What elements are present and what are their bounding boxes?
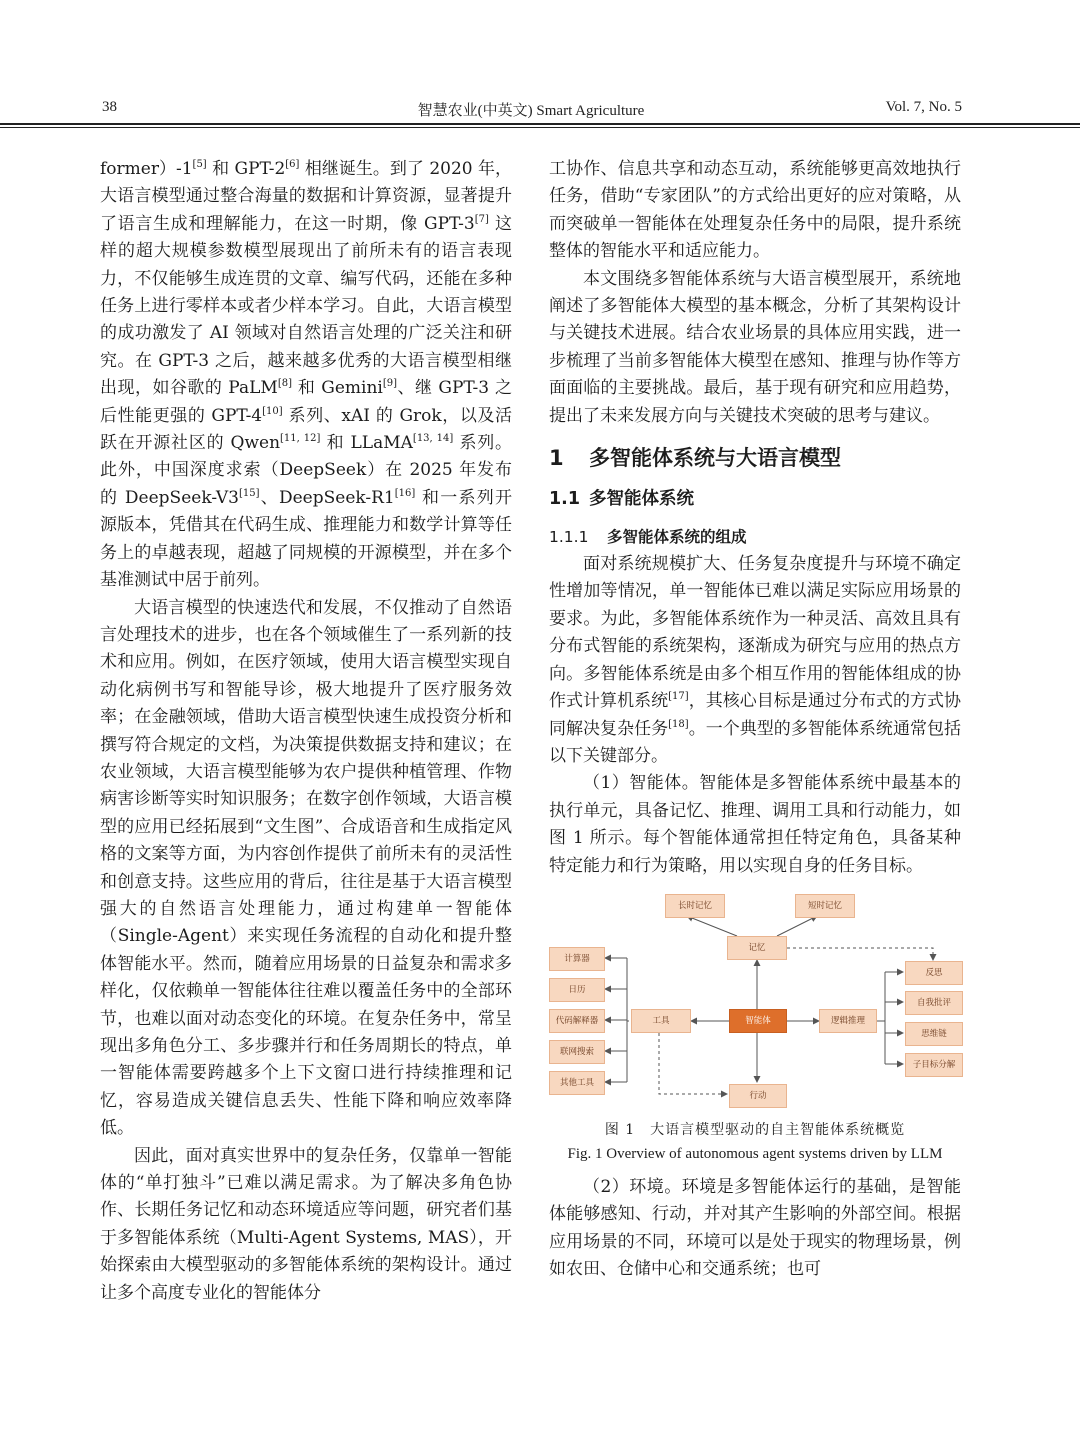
- subsection-heading: 1.1 多智能体系统: [549, 489, 694, 510]
- citation: [11, 12]: [280, 433, 321, 445]
- running-header: [100, 99, 962, 121]
- diagram-arrows: [547, 892, 965, 1112]
- citation: [16]: [394, 487, 416, 499]
- tools-box: 工具: [631, 1009, 691, 1033]
- citation: [15]: [238, 487, 260, 499]
- agent-box: 智能体: [729, 1009, 787, 1033]
- journal-title: 智慧农业(中英文) Smart Agriculture: [417, 103, 645, 119]
- reflection-box: 反思: [905, 961, 963, 985]
- citation: [9]: [382, 378, 398, 390]
- subsubsection-heading: 1.1.1 多智能体系统的组成: [549, 528, 747, 547]
- code-interpreter-box: 代码解释器: [549, 1009, 605, 1033]
- short-term-memory-box: 短时记忆: [795, 894, 855, 918]
- header-rule-thin: [0, 127, 1080, 128]
- chain-of-thought-box: 思维链: [905, 1022, 963, 1046]
- paragraph: 工协作、信息共享和动态互动，系统能够更高效地执行任务，借助“专家团队”的方式给出更好的应对策略，从而突破单一智能体在处理复杂任务中的局限，提升系统整体的智能水平和适应能力。: [549, 159, 961, 262]
- left-column: [100, 156, 512, 1307]
- citation: [6]: [285, 159, 300, 170]
- right-column: [549, 156, 961, 1284]
- citation: [8]: [277, 378, 292, 390]
- citation: [7]: [474, 213, 489, 225]
- memory-box: 记忆: [727, 936, 787, 960]
- paragraph: former）-1[5] 和 GPT-2[6] 相继诞生。到了 2020 年，大语言模型通过整合海量的数据和计算资源，显著提升了语言生成和理解能力，在这一时期，像 GPT-3[7] 这样的超大规模参数模型展现出了前所未有的语言表现力，不仅能够生成连贯的文章、编写代码，还能在多种任务上进行零样本或者少样本学习。自此，大语言模型的成功激发了 AI 领域对自然语言处理的广泛关注和研究。在 GPT-3 之后，越来越多优秀的大语言模型相继出现，如谷歌的 PaLM[8] 和 Gemini[9]、继 GPT-3 之后性能更强的 GPT-4[10] 系列、xAI 的 Grok，以及活跃在开源社区的 Qwen[11, 12] 和 LLaMA[13, 14] 系列。此外，中国深度求索（DeepSeek）在 2025 年发布的 DeepSeek-V3[15]、DeepSeek-R1[16] 和一系列开源版本，凭借其在代码生成、推理能力和数学计算等任务上的卓越表现，超越了同规模的开源模型，并在多个基准测试中居于前列。: [100, 159, 513, 591]
- figure-caption-zh: 图 1 大语言模型驱动的自主智能体系统概览: [604, 1121, 906, 1138]
- volume-info: Vol. 7, No. 5: [885, 99, 962, 115]
- paragraph: 因此，面对真实世界中的复杂任务，仅靠单一智能体的“单打独斗”已难以满足需求。为了解决多角色协作、长期任务记忆和动态环境适应等问题，研究者们基于多智能体系统（Multi-Agent Systems, MAS），开始探索由大模型驱动的多智能体系统的架构设计。通过让多个高度专业化的智能体分: [100, 1145, 512, 1303]
- paragraph: （1）智能体。智能体是多智能体系统中最基本的执行单元，具备记忆、推理、调用工具和行动能力，如图 1 所示。每个智能体通常担任特定角色，具备某种特定能力和行为策略，用以实现自身的任务目标。: [549, 773, 961, 876]
- long-term-memory-box: 长时记忆: [665, 894, 725, 918]
- figure-1-diagram: [547, 892, 965, 1112]
- header-rule-thick: [0, 123, 1080, 125]
- paragraph: （2）环境。环境是多智能体运行的基础，是智能体能够感知、行动，并对其产生影响的外部空间。根据应用场景的不同，环境可以是处于现实的物理场景，例如农田、仓储中心和交通系统；也可: [549, 1176, 961, 1280]
- paragraph: 大语言模型的快速迭代和发展，不仅推动了自然语言处理技术的进步，也在各个领域催生了一系列新的技术和应用。例如，在医疗领域，使用大语言模型实现自动化病例书写和智能导诊，极大地提升了医疗服务效率；在金融领域，借助大语言模型快速生成投资分析和撰写符合规定的文档，为决策提供数据支持和建议；在农业领域，大语言模型能够为农户提供种植管理、作物病害诊断等实时知识服务；在数字创作领域，大语言模型的应用已经拓展到“文生图”、合成语音和生成指定风格的文案等方面，为内容创作提供了前所未有的灵活性和创意支持。这些应用的背后，往往是基于大语言模型强大的自然语言处理能力，通过构建单一智能体（Single-Agent）来实现任务流程的自动化和提升整体智能水平。然而，随着应用场景的日益复杂和需求多样化，仅依赖单一智能体往往难以覆盖任务中的全部环节，也难以面对动态变化的环境。在复杂任务中，常呈现出多角色分工、多步骤并行和任务周期长的特点，单一智能体需要跨越多个上下文窗口进行持续推理和记忆，容易造成关键信息丢失、性能下降和响应效率降低。: [100, 597, 512, 1139]
- web-search-box: 联网搜索: [549, 1040, 605, 1064]
- paragraph: 面对系统规模扩大、任务复杂度提升与环境不确定性增加等情况，单一智能体已难以满足实际应用场景的要求。为此，多智能体系统作为一种灵活、高效且具有分布式智能的系统架构，逐渐成为研究与应用的热点方向。多智能体系统是由多个相互作用的智能体组成的协作式计算机系统[17]，其核心目标是通过分布式的方式协同解决复杂任务[18]。一个典型的多智能体系统通常包括以下关键部分。: [549, 554, 962, 766]
- action-box: 行动: [729, 1084, 787, 1108]
- figure-caption-en: Fig. 1 Overview of autonomous agent systems driven by LLM: [567, 1145, 943, 1162]
- citation: [10]: [262, 405, 283, 417]
- other-tools-box: 其他工具: [549, 1071, 605, 1095]
- page-number: 38: [102, 99, 117, 115]
- citation: [13, 14]: [412, 433, 454, 445]
- self-critique-box: 自我批评: [905, 991, 963, 1015]
- section-heading: 1 多智能体系统与大语言模型: [549, 446, 841, 471]
- citation: [17]: [668, 691, 689, 703]
- calendar-box: 日历: [549, 978, 605, 1002]
- calculator-box: 计算器: [549, 947, 605, 971]
- reasoning-box: 逻辑推理: [819, 1009, 877, 1033]
- paragraph: 本文围绕多智能体系统与大语言模型展开，系统地阐述了多智能体大模型的基本概念，分析了其架构设计与关键技术进展。结合农业场景的具体应用实践，进一步梳理了当前多智能体大模型在感知、推理与协作等方面面临的主要挑战。最后，基于现有研究和应用趋势，提出了未来发展方向与关键技术突破的思考与建议。: [549, 268, 961, 426]
- citation: [18]: [668, 718, 689, 730]
- subgoal-decomposition-box: 子目标分解: [905, 1053, 963, 1077]
- citation: [5]: [192, 159, 207, 170]
